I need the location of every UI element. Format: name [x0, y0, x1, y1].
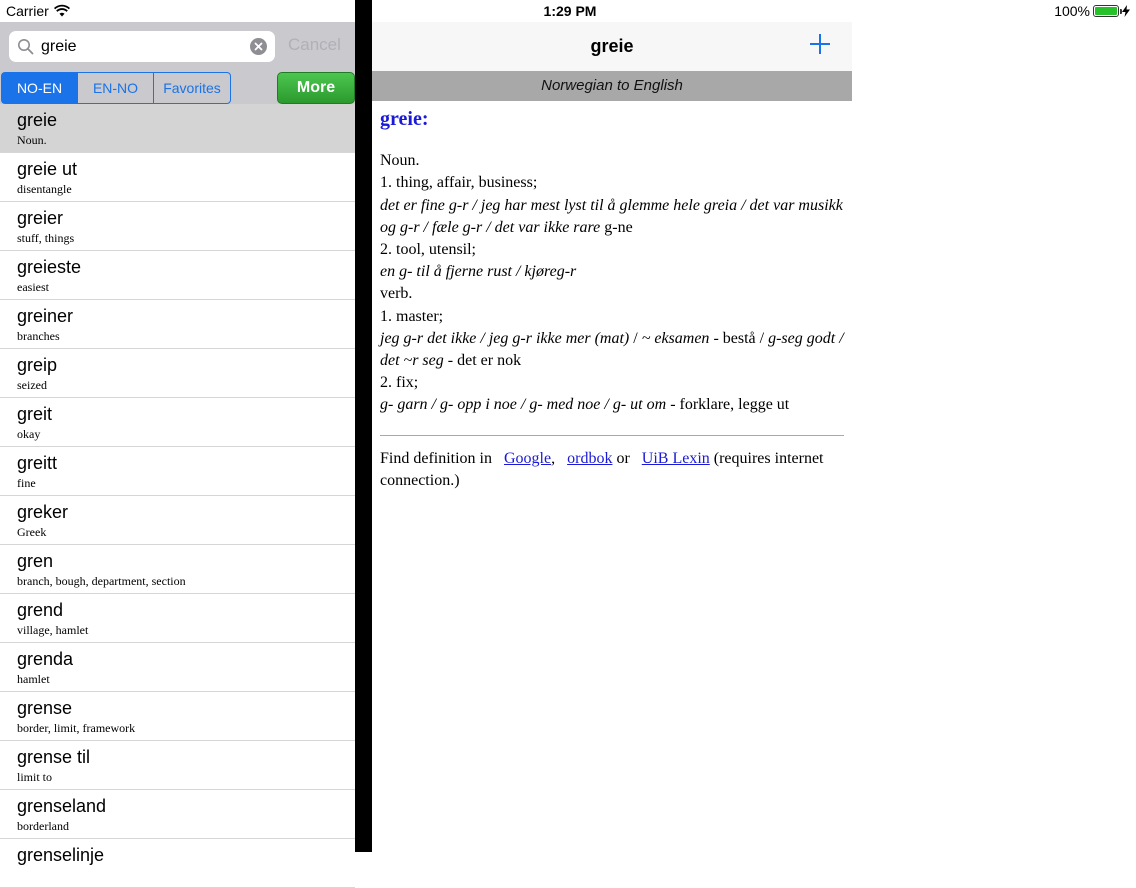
more-button[interactable]: More — [277, 72, 355, 104]
list-item-definition: Greek — [17, 525, 47, 539]
list-item-definition: village, hamlet — [17, 623, 89, 637]
example: jeg g-r det ikke / jeg g-r ikke mer (mat) / ~ eksamen - bestå / g-seg godt / det ~r seg - det er nok — [380, 329, 844, 370]
sense: 2. tool, utensil; — [380, 241, 476, 259]
battery-percent: 100% — [1054, 3, 1090, 19]
list-item-word: greip — [17, 355, 58, 375]
list-item-definition: branches — [17, 329, 60, 343]
search-icon — [17, 38, 35, 56]
search-field-container[interactable] — [9, 31, 275, 62]
list-item[interactable] — [0, 104, 355, 153]
part-of-speech: verb. — [380, 285, 413, 303]
list-item-word: grense til — [17, 747, 91, 767]
example: det er fine g-r / jeg har mest lyst til å glemme hele greia / det var musikk og g-r / fæle g-r / det var ikke rare g-ne — [380, 196, 843, 236]
uib-lexin-link[interactable]: UiB Lexin — [641, 449, 710, 467]
split-divider — [355, 0, 372, 852]
segment-favorites[interactable]: Favorites — [163, 80, 221, 96]
list-item-word: greker — [17, 502, 69, 522]
segment-no-en[interactable]: NO-EN — [2, 73, 78, 103]
clock: 1:29 PM — [543, 3, 597, 19]
list-item-word: grend — [17, 600, 64, 620]
status-bar — [0, 0, 1136, 22]
dictionary-toolbar — [0, 71, 355, 104]
list-item-definition: fine — [17, 476, 36, 490]
list-item[interactable] — [0, 643, 355, 692]
list-item[interactable] — [0, 545, 355, 594]
empty-area — [852, 22, 1136, 852]
direction-header: Norwegian to English — [372, 71, 852, 101]
list-item-definition: seized — [17, 378, 47, 392]
battery-indicator — [1054, 3, 1130, 19]
list-item-definition: hamlet — [17, 672, 50, 686]
list-item-definition: okay — [17, 427, 41, 441]
list-item[interactable] — [0, 447, 355, 496]
list-item[interactable] — [0, 202, 355, 251]
wifi-icon — [54, 5, 70, 17]
word-list — [0, 104, 355, 888]
list-item-word: grense — [17, 698, 73, 718]
list-item-word: grenselinje — [17, 845, 105, 865]
carrier-indicator — [6, 3, 70, 19]
definition-pane — [372, 0, 852, 852]
list-item[interactable] — [0, 790, 355, 839]
list-item-definition: branch, bough, department, section — [17, 574, 186, 588]
direction-segmented-control — [1, 72, 231, 104]
headword: greie: — [380, 108, 429, 130]
separator — [380, 435, 844, 436]
cancel-button[interactable]: Cancel — [288, 35, 341, 54]
definition-entry — [380, 108, 844, 492]
add-favorite-plus-icon[interactable] — [808, 32, 832, 56]
list-item[interactable] — [0, 251, 355, 300]
google-link[interactable]: Google — [504, 449, 552, 467]
segment-en-no[interactable]: EN-NO — [78, 73, 154, 103]
list-item[interactable] — [0, 300, 355, 349]
list-item[interactable] — [0, 692, 355, 741]
list-item[interactable] — [0, 496, 355, 545]
example: g- garn / g- opp i noe / g- med noe / g- ut om - forklare, legge ut — [380, 396, 790, 414]
list-item-word: gren — [17, 551, 54, 571]
navigation-bar — [372, 22, 852, 71]
search-bar — [0, 22, 355, 71]
list-item-definition: borderland — [17, 819, 69, 833]
list-item[interactable] — [0, 153, 355, 202]
list-item[interactable] — [0, 839, 355, 888]
list-item-definition: limit to — [17, 770, 53, 784]
charging-bolt-icon — [1122, 5, 1130, 17]
nav-title: greie — [590, 36, 634, 56]
clear-search-icon[interactable] — [250, 38, 267, 55]
list-item-word: greier — [17, 208, 64, 228]
list-item-definition: disentangle — [17, 182, 72, 196]
list-item-definition: border, limit, framework — [17, 721, 136, 735]
list-item-word: greie — [17, 110, 58, 130]
list-item-definition: easiest — [17, 280, 49, 294]
external-lookup: Find definition in Google, ordbok or UiB Lexin (requires internet connection.) — [380, 449, 824, 489]
part-of-speech: Noun. — [380, 152, 420, 170]
list-item-definition: Noun. — [17, 133, 47, 147]
example: en g- til å fjerne rust / kjøreg-r — [380, 263, 577, 281]
word-list-pane — [0, 0, 355, 865]
list-item-word: grenseland — [17, 796, 107, 816]
list-item[interactable] — [0, 349, 355, 398]
list-item-word: greieste — [17, 257, 82, 277]
search-input[interactable] — [41, 38, 241, 56]
list-item[interactable] — [0, 594, 355, 643]
sense: 1. master; — [380, 307, 444, 325]
list-item-word: greiner — [17, 306, 74, 326]
battery-icon — [1093, 5, 1119, 17]
list-item-definition: stuff, things — [17, 231, 75, 245]
list-item[interactable] — [0, 398, 355, 447]
list-item-word: greit — [17, 404, 53, 424]
list-item[interactable] — [0, 741, 355, 790]
sense: 1. thing, affair, business; — [380, 174, 538, 192]
list-item-word: grenda — [17, 649, 74, 669]
carrier-label: Carrier — [6, 3, 49, 19]
sense: 2. fix; — [380, 374, 419, 392]
list-item-word: greitt — [17, 453, 58, 473]
list-item-word: greie ut — [17, 159, 78, 179]
ordbok-link[interactable]: ordbok — [567, 449, 613, 467]
